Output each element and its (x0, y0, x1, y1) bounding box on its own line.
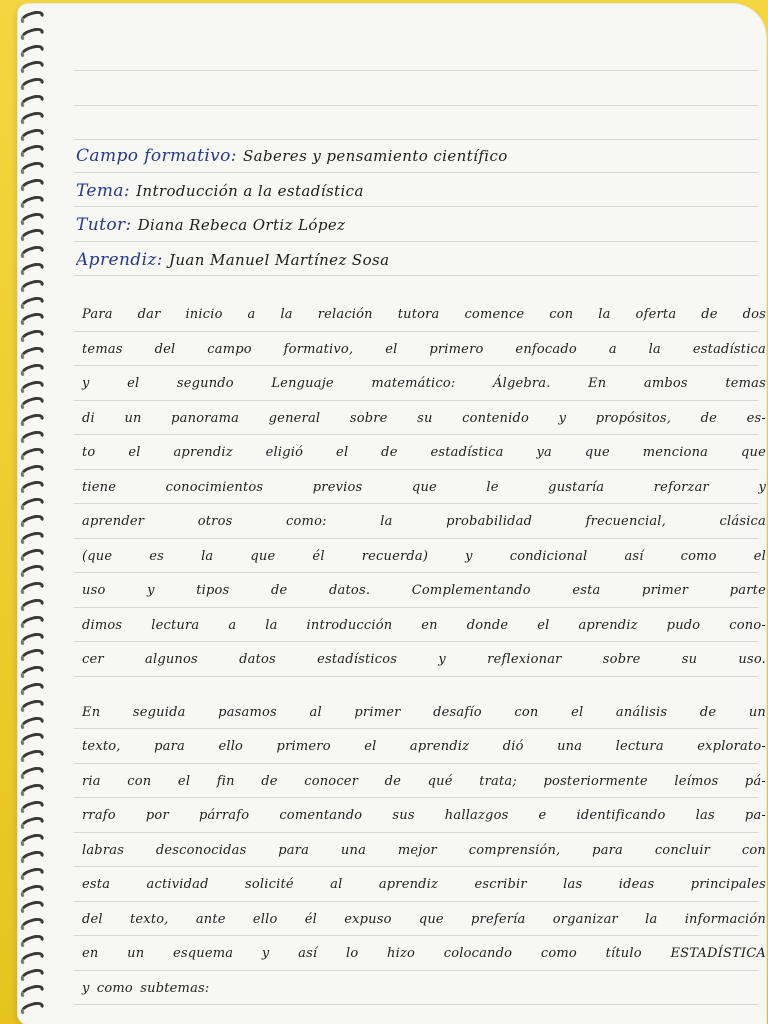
spiral-ring (19, 933, 45, 950)
spiral-ring (19, 412, 45, 429)
spiral-ring (19, 42, 45, 59)
text-line: temas del campo formativo, el primero enfocado a la estadística (82, 341, 766, 357)
spiral-ring (19, 714, 45, 731)
spiral-ring (19, 445, 45, 462)
tutor-value: Diana Rebeca Ortiz López (137, 216, 346, 234)
handwritten-text (76, 139, 766, 1006)
spiral-ring (19, 479, 45, 496)
text-line: di un panorama general sobre su contenido y propósitos, de es- (82, 410, 766, 426)
spiral-ring (19, 311, 45, 328)
text-line: (que es la que él recuerda) y condicional así como el (82, 548, 766, 564)
spiral-ring (19, 294, 45, 311)
spiral-ring (19, 244, 45, 261)
spiral-ring (19, 765, 45, 782)
spiral-ring (19, 983, 45, 1000)
spiral-ring (19, 597, 45, 614)
spiral-ring (19, 529, 45, 546)
spiral-ring (19, 227, 45, 244)
spiral-ring (19, 681, 45, 698)
text-line: Para dar inicio a la relación tutora comence con la oferta de dos (82, 307, 766, 322)
spiral-ring (19, 462, 45, 479)
spiral-ring (19, 328, 45, 345)
text-line: del texto, ante ello él expuso que prefería organizar la información (82, 911, 766, 927)
spiral-ring (19, 580, 45, 597)
campo-value: Saberes y pensamiento científico (242, 147, 508, 165)
spiral-ring (19, 345, 45, 362)
spiral-ring (19, 748, 45, 765)
text-line: y como subtemas: (82, 980, 210, 996)
text-line: dimos lectura a la introducción en donde el aprendiz pudo cono- (82, 617, 766, 633)
text-line: aprender otros como: la probabilidad frecuencial, clásica (82, 514, 766, 529)
aprendiz-label: Aprendiz: (76, 249, 163, 270)
spiral-ring (19, 513, 45, 530)
spiral-ring (19, 882, 45, 899)
spiral-ring (19, 261, 45, 278)
paragraph-1 (76, 298, 766, 678)
spiral-ring (19, 798, 45, 815)
spiral-binding (18, 12, 52, 1022)
text-line: uso y tipos de datos. Complementando esta primer parte (82, 583, 766, 598)
spiral-ring (19, 630, 45, 647)
spiral-ring (19, 563, 45, 580)
spiral-ring (19, 1000, 45, 1017)
spiral-ring (19, 378, 45, 395)
header-tutor (76, 208, 766, 243)
spiral-ring (19, 832, 45, 849)
text-line: y el segundo Lenguaje matemático: Álgebra. En ambos temas (82, 376, 766, 391)
text-line: texto, para ello primero el aprendiz dió una lectura explorato- (82, 739, 766, 754)
spiral-ring (19, 361, 45, 378)
spiral-ring (19, 9, 45, 26)
aprendiz-value: Juan Manuel Martínez Sosa (168, 250, 390, 269)
spiral-ring (19, 546, 45, 563)
text-line: ria con el fin de conocer de qué trata; posteriormente leímos pá- (82, 773, 766, 789)
spiral-ring (19, 177, 45, 194)
spiral-ring (19, 781, 45, 798)
spiral-ring (19, 664, 45, 681)
notebook-page (18, 4, 766, 1024)
spiral-ring (19, 143, 45, 160)
spiral-ring (19, 76, 45, 93)
spiral-ring (19, 916, 45, 933)
spiral-ring (19, 193, 45, 210)
header-aprendiz (76, 243, 766, 278)
header-tema (76, 174, 766, 209)
tema-label: Tema: (76, 180, 131, 201)
spiral-ring (19, 395, 45, 412)
spiral-ring (19, 731, 45, 748)
spiral-ring (19, 59, 45, 76)
spiral-ring (19, 109, 45, 126)
header-campo (76, 139, 766, 174)
spiral-ring (19, 126, 45, 143)
spiral-ring (19, 966, 45, 983)
spiral-ring (19, 865, 45, 882)
tutor-label: Tutor: (76, 215, 132, 235)
text-line: rrafo por párrafo comentando sus hallazgos e identificando las pa- (82, 808, 766, 823)
spiral-ring (19, 899, 45, 916)
text-line: esta actividad solicité al aprendiz escribir las ideas principales (82, 877, 766, 892)
spiral-ring (19, 613, 45, 630)
tema-value: Introducción a la estadística (136, 181, 364, 200)
spiral-ring (19, 277, 45, 294)
spiral-ring (19, 849, 45, 866)
spiral-ring (19, 697, 45, 714)
text-line: tiene conocimientos previos que le gustaría reforzar y (82, 479, 766, 495)
text-line: to el aprendiz eligió el de estadística ya que menciona que (82, 445, 766, 460)
spiral-ring (19, 160, 45, 177)
text-line: cer algunos datos estadísticos y reflexionar sobre su uso. (82, 652, 766, 667)
spiral-ring (19, 949, 45, 966)
spiral-ring (19, 647, 45, 664)
spiral-ring (19, 210, 45, 227)
paragraph-2 (76, 696, 766, 1007)
spiral-ring (19, 815, 45, 832)
campo-label: Campo formativo: (76, 146, 237, 166)
spiral-ring (19, 25, 45, 42)
spiral-ring (19, 429, 45, 446)
spiral-ring (19, 93, 45, 110)
text-line: En seguida pasamos al primer desafío con el análisis de un (82, 704, 766, 720)
text-line: labras desconocidas para una mejor comprensión, para concluir con (82, 842, 766, 858)
spiral-ring (19, 496, 45, 513)
text-line: en un esquema y así lo hizo colocando como título ESTADÍSTICA (82, 946, 766, 961)
